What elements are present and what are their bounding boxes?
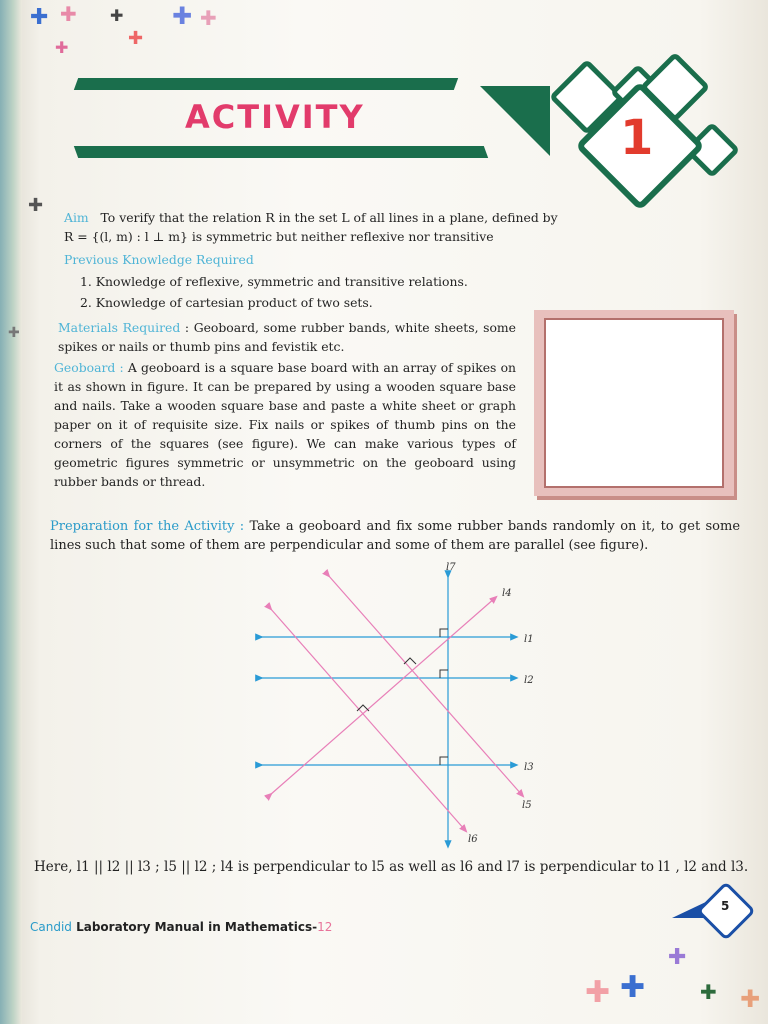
activity-title: ACTIVITY (185, 98, 365, 136)
aim-label: Aim (64, 210, 89, 225)
geoboard-paragraph (54, 358, 516, 491)
line-l6 (270, 608, 465, 830)
puzzle-piece-icon: ✚ (110, 6, 124, 25)
materials-label: Materials Required (58, 320, 181, 335)
footer-book-title: Laboratory Manual in Mathematics- (76, 920, 318, 934)
materials-paragraph: Materials Required : Geoboard, some rubber bands, white sheets, some spikes or nails or thumb pins and fevistik etc. (58, 320, 517, 354)
lines-figure (240, 560, 560, 850)
label-l5: l5 (522, 800, 532, 811)
materials-text: Geoboard, some rubber bands, white sheets, some spikes or nails or thumb pins and fevistik etc. (58, 320, 517, 354)
geoboard-text: A geoboard is a square base board with an array of spikes on it as shown in figure. It can be prepared by using a wooden square base and nails. Take a wooden square base and paste a white sheet or graph paper on it of requisite size. Fix nails or spikes of thumb pins on the corners of the squares (see figure). We can make various types of geometric figures symmetric or unsymmetric on the geoboard using rubber bands or thread. (54, 360, 517, 489)
label-l4: l4 (502, 588, 512, 599)
label-l7: l7 (446, 562, 456, 573)
puzzle-piece-icon: ✚ (60, 2, 77, 26)
puzzle-piece-icon: ✚ (30, 5, 49, 30)
puzzle-piece-icon: ✚ (28, 195, 44, 216)
puzzle-piece-icon: ✚ (172, 2, 193, 30)
activity-number: 1 (620, 110, 654, 166)
right-angle-mark (440, 757, 448, 765)
banner-stripe-top (74, 78, 458, 90)
puzzle-piece-icon: ✚ (8, 325, 20, 341)
label-l2: l2 (524, 675, 534, 686)
preparation-paragraph (50, 517, 740, 555)
puzzle-piece-icon: ✚ (620, 970, 646, 1005)
aim-paragraph (64, 208, 734, 246)
label-l1: l1 (524, 634, 534, 645)
label-l6: l6 (468, 834, 478, 845)
aim-line2: R = {(l, m) : l ⊥ m} is symmetric but neither reflexive nor transitive (64, 229, 494, 244)
line-l5 (328, 575, 522, 795)
conclusion-text: Here, l1 || l2 || l3 ; l5 || l2 ; l4 is perpendicular to l5 as well as l6 and l7 is perpendicular to l1 , l2 and l3. (34, 859, 749, 875)
puzzle-piece-icon: ✚ (740, 985, 761, 1013)
right-angle-mark (440, 670, 448, 678)
puzzle-piece-icon: ✚ (55, 38, 69, 57)
puzzle-piece-icon: ✚ (668, 945, 687, 970)
aim-line1: To verify that the relation R in the set L of all lines in a plane, defined by (100, 210, 558, 225)
puzzle-piece-icon: ✚ (585, 975, 611, 1010)
footer-title (30, 920, 332, 934)
banner-triangle (480, 86, 550, 156)
geoboard-sheet (544, 318, 724, 488)
puzzle-piece-icon: ✚ (128, 28, 144, 49)
geoboard-image (534, 310, 734, 496)
preparation-label: Preparation for the Activity : (50, 519, 245, 534)
footer-class: 12 (317, 920, 333, 934)
preparation-text: Take a geoboard and fix some rubber bands randomly on it, to get some lines such that some of them are perpendicular and some of them are parallel (see figure). (50, 519, 741, 553)
footer-brand: Candid (30, 920, 72, 934)
banner-stripe-bottom (74, 146, 488, 158)
book-spine (0, 0, 22, 1024)
puzzle-piece-icon: ✚ (200, 6, 217, 30)
geoboard-label: Geoboard : (54, 360, 124, 375)
previous-knowledge-heading: Previous Knowledge Required (64, 252, 254, 267)
label-l3: l3 (524, 762, 534, 773)
right-angle-mark (440, 629, 448, 637)
previous-knowledge-item-1: 1. Knowledge of reflexive, symmetric and transitive relations. (80, 274, 468, 289)
puzzle-piece-icon: ✚ (700, 980, 717, 1004)
previous-knowledge-item-2: 2. Knowledge of cartesian product of two sets. (80, 295, 373, 310)
page-number: 5 (721, 899, 730, 913)
